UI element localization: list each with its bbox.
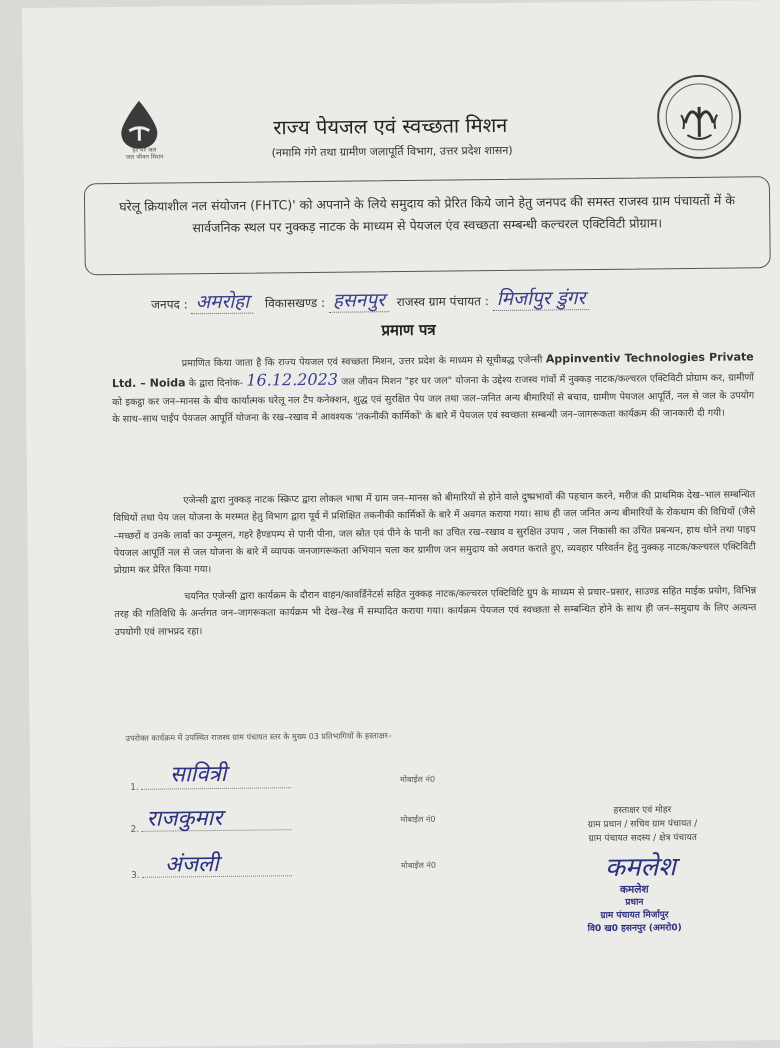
pradhan-signature: कमलेश [604,852,677,883]
signature-number: 3. [131,870,140,881]
up-government-seal [655,72,744,161]
paragraph-3: चयनित एजेन्सी द्वारा कार्यक्रम के दौरान वाहन/कावर्डिनेटर्स सहित नुक्कड़ नाटक/कल्चरल एक्टिविटि ग्रुप के माध्यम से प्रचार–प्रसार, साउण्ड सहित माईक प्रयोग, विभिन्न तरह की गतिविधि के अर्न्तगत जन–जागरूकता कार्यक्रम भी देख–रेख में सम्पादित कराया गया। कार्यक्रम पेयजल एवं स्वच्छता से सम्बन्धित होने के साथ ही जन–समुदाय के लिए अत्यन्त उपयोगी एवं लाभप्रद रहा। [114,585,757,638]
gram-panchayat-value: मिर्जापुर डुंगर [493,287,590,311]
location-row [151,284,589,315]
paragraph-1-intro: प्रमाणित किया जाता है कि राज्य पेयजल एवं स्वच्छता मिशन, उत्तर प्रदेश के माध्यम से सूचीबद्ध एजेन्सी [181,354,543,370]
signature-number: 1. [130,782,139,793]
paragraph-1 [112,348,755,428]
participant-signature-2: राजकुमार [146,805,223,832]
org-subtitle: (नमामि गंगे तथा ग्रामीण जलापूर्ति विभाग, उत्तर प्रदेश शासन) [271,143,513,160]
block-label: विकासखण्ड : [264,295,326,311]
paragraph-2: एजेन्सी द्वारा नुक्कड़ नाटक स्क्रिप्ट द्वारा लोकल भाषा में ग्राम जन–मानस को बीमारियों से होने वाले दुष्प्रभावों की पहचान करने, मरीज की प्राथमिक देख–भाल सम्बन्धित विधियों तथा पेय जल योजना के मरम्मत हेतु विभाग द्वारा पूर्व में प्रशिक्षित तकनीकी कार्मिकों के बारे में अवगत कराया गया। साथ ही जल जनित अन्य बीमारियों के रोकथाम की विधियों (जैसे –मच्छरों व उनके लार्वा का उन्मूलन, गहरे हैण्डपम्प से पानी पीना, जल स्रोत एवं पीने के पानी का उचित रख–रखाव व सुरक्षित उपाय , जल निकासी का उचित प्रबन्धन, हाथ धोने तथा पाइप पेयजल आपूर्ति नल से जल योजना के बारे में व्यापक जनजागरूकता अभियान चला कर ग्रामीण जन समुदाय को अवगत कराते हुए, व्यवहार परिवर्तन हेतु नुक्कड़ नाटक/कल्चरल एक्टिविटी प्रोग्राम कर प्रेरित किया गया। [113,489,756,577]
signature-and-seal-heading: हस्ताक्षर एवं मोहर [613,805,672,816]
mobile-label-2: मोबाईल नं0 [400,814,436,825]
signature-number: 2. [130,824,140,835]
stamp-gram-panchayat: ग्राम पंचायत मिर्जापुर [600,910,669,921]
pradhan-stamp [559,883,710,937]
authority-block [542,803,742,847]
stamp-name: कमलेश [619,883,649,896]
agency-name: Appinventiv Technologies Private Ltd. – Noida [111,350,754,391]
signatures-intro: उपरोक्त कार्यक्रम में उपस्थित राजस्व ग्राम पंचायत स्तर के मुख्य 03 प्रतिभागियों के हस्ताक्षर– [125,731,392,743]
authority-line-2: ग्राम पंचायत सदस्य / क्षेत्र पंचायत [588,832,697,845]
program-description-box: घरेलू क्रियाशील नल संयोजन (FHTC)' को अपनाने के लिये समुदाय को प्रेरित किये जाने हेतु जनपद की समस्त राजस्व ग्राम पंचायतों में के सार्वजनिक स्थल पर नुक्कड़ नाटक के माध्यम से पेयजल एंव स्वच्छता सम्बन्धी कल्चरल एक्टिविटी प्रोग्राम। [84,176,771,275]
mobile-label-3: मोबाईल नं0 [400,860,436,871]
janpad-label: जनपद : [151,297,188,312]
certificate-title: प्रमाण पत्र [381,320,436,340]
logo-caption: हर घर जल जल जीवन मिशन [125,146,164,161]
date-prefix: के द्वारा दिनांक- [188,378,244,390]
paragraph-1-body: जल जीवन मिशन "हर घर जल" योजना के उद्देश्य राजस्व गांवों में नुक्कड़ नाटक/कल्चरल एक्टिविटी प्रोग्राम कर, ग्रामीणों को इकट्ठा कर जन–मानस के बीच कार्यात्मक घरेलू नल टैप कनेक्शन, शुद्ध एवं सुरक्षित पेय जल तथा जल–जनित अन्य बीमारियों से बचाव, ग्रामीण पेयजल आपूर्ति, नल से जल के उपयोग के साथ–साथ पाईप पेयजल आपूर्ति योजना के रख–रखाव में आवश्यक 'तकनीकी कार्मिकों' के बारे में पेयजल एवं स्वच्छता सम्बन्धी जन–जागरूकता कार्यक्रम की जानकारी दी गयी। [112,372,755,425]
org-title: राज्य पेयजल एवं स्वच्छता मिशन [273,112,508,140]
stamp-role: प्रधान [625,897,644,908]
stamp-block: वि0 ख0 हसनपुर (अमरो0) [587,923,682,935]
authority-line-1: ग्राम प्रधान / सचिव ग्राम पंचायत / [587,818,698,831]
certificate-page [22,0,780,1048]
participant-signature-1: सावित्री [169,761,227,788]
event-date: 16.12.2023 [246,370,339,390]
mobile-label-1: मोबाईल नं0 [400,774,436,785]
participant-signature-3: अंजली [164,851,219,878]
janpad-value: अमरोहा [191,291,253,315]
block-value: हसनपुर [329,289,389,313]
gram-panchayat-label: राजस्व ग्राम पंचायत : [396,294,489,310]
